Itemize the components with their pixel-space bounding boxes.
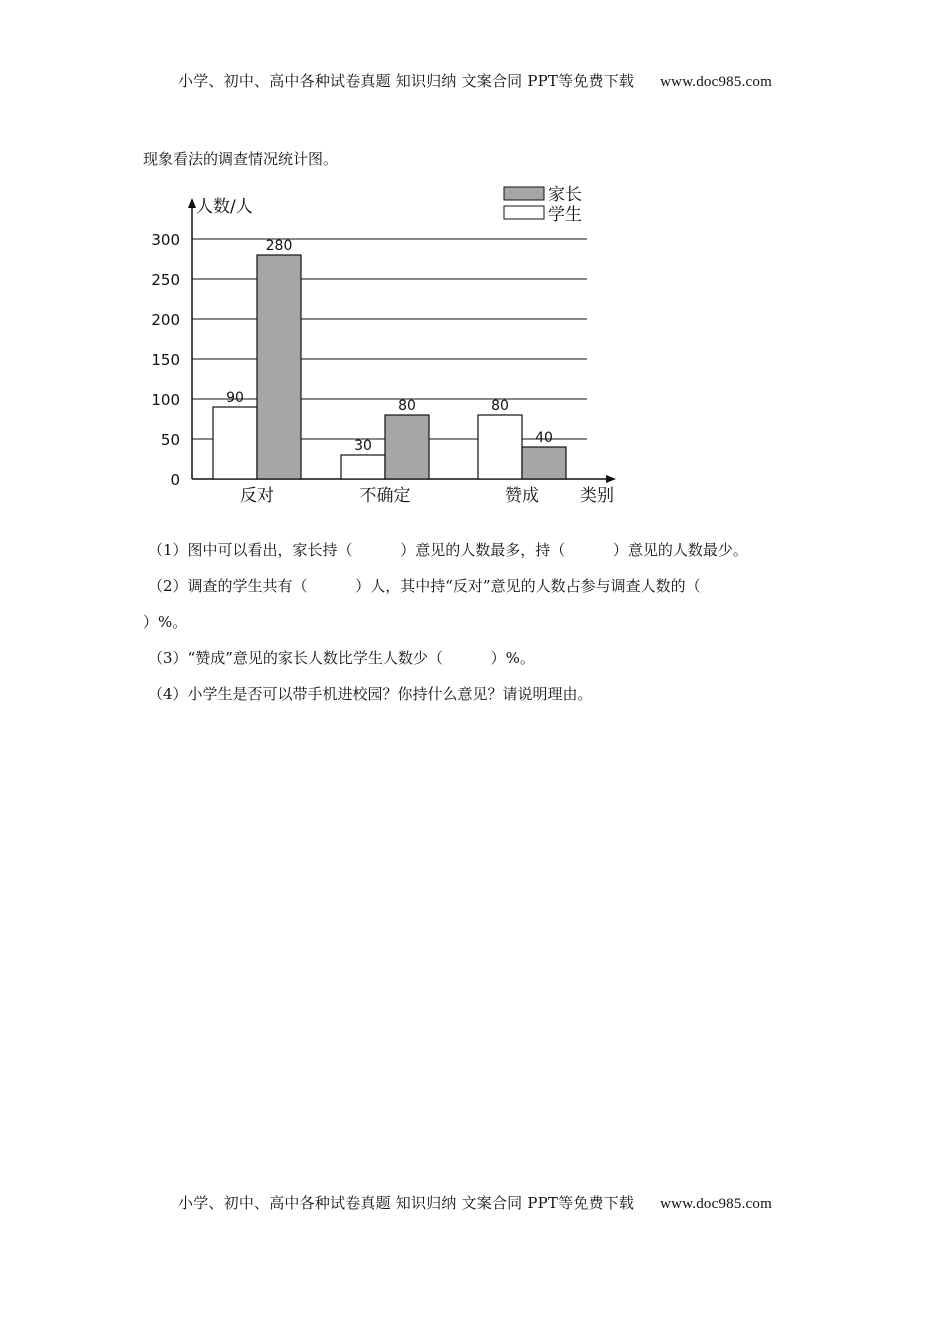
category-label: 反对 bbox=[240, 486, 274, 506]
question-2-line-2: ）%。 bbox=[143, 613, 188, 631]
bar bbox=[522, 447, 566, 479]
data-label: 280 bbox=[265, 238, 293, 254]
bar bbox=[341, 455, 385, 479]
data-label: 80 bbox=[398, 398, 416, 414]
legend-label-student: 学生 bbox=[548, 205, 582, 225]
y-axis-arrow bbox=[188, 198, 196, 208]
header-banner bbox=[0, 70, 950, 91]
y-tick-label: 300 bbox=[151, 231, 180, 249]
header-site-link[interactable]: www.doc985.com bbox=[660, 74, 772, 90]
bar-chart bbox=[150, 182, 630, 512]
y-tick-label: 200 bbox=[151, 311, 180, 329]
y-tick-label: 250 bbox=[151, 271, 180, 289]
data-label: 90 bbox=[226, 390, 244, 406]
chart-legend bbox=[504, 185, 582, 225]
y-tick-label: 100 bbox=[151, 391, 180, 409]
data-label: 80 bbox=[491, 398, 509, 414]
footer-banner bbox=[0, 1192, 950, 1213]
legend-swatch-parent bbox=[504, 187, 544, 200]
data-label: 30 bbox=[354, 438, 372, 454]
bar bbox=[385, 415, 429, 479]
question-1: （1）图中可以看出，家长持（ ）意见的人数最多，持（ ）意见的人数最少。 bbox=[148, 541, 748, 559]
footer-site-link[interactable]: www.doc985.com bbox=[660, 1196, 772, 1212]
bar bbox=[213, 407, 257, 479]
category-labels bbox=[240, 486, 539, 506]
x-axis-arrow bbox=[606, 475, 616, 483]
y-tick-label: 0 bbox=[170, 471, 180, 489]
bar bbox=[257, 255, 301, 479]
category-label: 赞成 bbox=[505, 486, 539, 506]
y-tick-label: 150 bbox=[151, 351, 180, 369]
data-label: 40 bbox=[535, 430, 553, 446]
header-banner-text: 小学、初中、高中各种试卷真题 知识归纳 文案合同 PPT等免费下载 bbox=[178, 72, 635, 90]
bar bbox=[478, 415, 522, 479]
question-2-line-1: （2）调查的学生共有（ ）人，其中持“反对”意见的人数占参与调查人数的（ bbox=[148, 577, 701, 595]
legend-swatch-student bbox=[504, 206, 544, 219]
question-4: （4）小学生是否可以带手机进校园？你持什么意见？请说明理由。 bbox=[148, 685, 593, 703]
chart-intro-text: 现象看法的调查情况统计图。 bbox=[143, 150, 339, 168]
x-axis-label: 类别 bbox=[580, 486, 614, 506]
y-axis-label: 人数/人 bbox=[196, 197, 253, 217]
footer-banner-text: 小学、初中、高中各种试卷真题 知识归纳 文案合同 PPT等免费下载 bbox=[178, 1194, 635, 1212]
question-3: （3）“赞成”意见的家长人数比学生人数少（ ）%。 bbox=[148, 649, 535, 667]
y-tick-labels bbox=[151, 231, 180, 489]
category-label: 不确定 bbox=[359, 486, 411, 506]
legend-label-parent: 家长 bbox=[548, 185, 582, 205]
y-tick-label: 50 bbox=[160, 431, 180, 449]
